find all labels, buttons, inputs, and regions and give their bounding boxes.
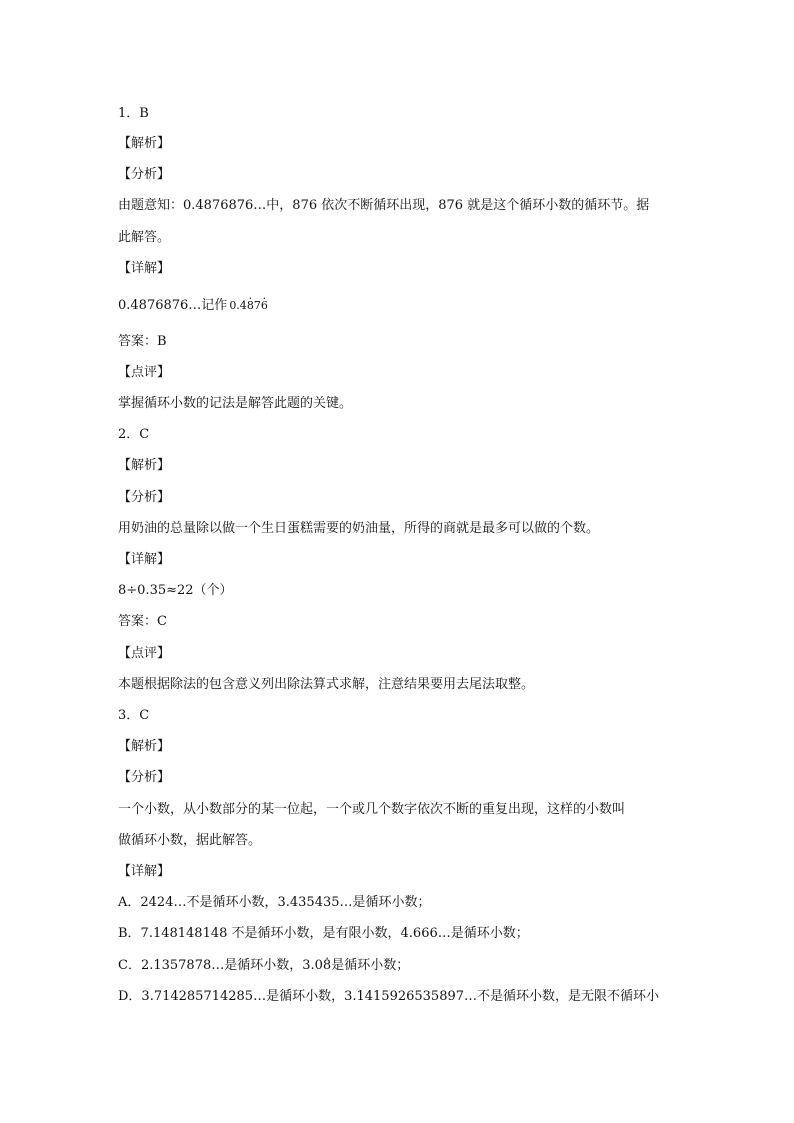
q3-xiangjie-heading: 【详解】 [118,864,171,879]
q2-xiangjie-heading: 【详解】 [118,552,171,567]
q3-jiexi-heading: 【解析】 [118,739,171,754]
q3-option-c-prefix: C．2.1357878…是循环小数，3.0 [118,958,323,973]
repeating-decimal [229,299,268,312]
repeat-digit-dotted: 6 · [261,298,268,314]
q1-comment: 掌握循环小数的记法是解答此题的关键。 [118,396,353,411]
q2-number: 2．C [118,427,150,442]
q3-analysis-line1: 一个小数，从小数部分的某一位起，一个或几个数字依次不断的重复出现，这样的小数叫 [118,802,626,817]
repeat-digit-dotted: 8 · [247,298,254,314]
q3-option-c [118,958,409,974]
repeat-digit-middle: 7 [253,299,261,312]
q1-jiexi-heading: 【解析】 [118,136,171,151]
q1-fenxi-heading: 【分析】 [118,167,171,182]
q2-analysis: 用奶油的总量除以做一个生日蛋糕需要的奶油量，所得的商就是最多可以做的个数。 [118,521,600,536]
q2-fenxi-heading: 【分析】 [118,490,171,505]
q2-comment: 本题根据除法的包含意义列出除法算式求解，注意结果要用去尾法取整。 [118,677,535,692]
q3-fenxi-heading: 【分析】 [118,770,171,785]
q2-answer: 答案：C [118,614,167,629]
q1-analysis-line1: 由题意知：0.4876876…中，876 依次不断循环出现，876 就是这个循环小数的循环节。据 [118,198,650,213]
q2-detail: 8÷0.35≈22（个） [118,583,233,598]
q3-analysis-line2: 做循环小数，据此解答。 [118,833,262,848]
q1-detail-prefix: 0.4876876…记作 [118,298,228,313]
repeat-digit-dotted: 8 · [323,958,331,974]
q3-option-a: A．2424…不是循环小数，3.435435…是循环小数； [118,895,431,910]
q3-option-d: D．3.714285714285…是循环小数，3.1415926535897…不是循环小数，是无限不循环小 [118,989,660,1004]
q1-xiangjie-heading: 【详解】 [118,261,171,276]
q3-option-c-suffix: 是循环小数； [331,958,410,973]
q1-answer: 答案：B [118,334,167,349]
q1-number: 1．B [118,106,149,121]
q1-dianping-heading: 【点评】 [118,365,171,380]
q1-detail [118,298,268,314]
q3-number: 3．C [118,708,150,723]
q2-dianping-heading: 【点评】 [118,646,171,661]
q3-option-b: B．7.148148148 不是循环小数，是有限小数，4.666…是循环小数； [118,926,529,941]
repeat-whole: 0.4 [229,299,247,312]
q2-jiexi-heading: 【解析】 [118,458,171,473]
q1-analysis-line2: 此解答。 [118,230,171,245]
